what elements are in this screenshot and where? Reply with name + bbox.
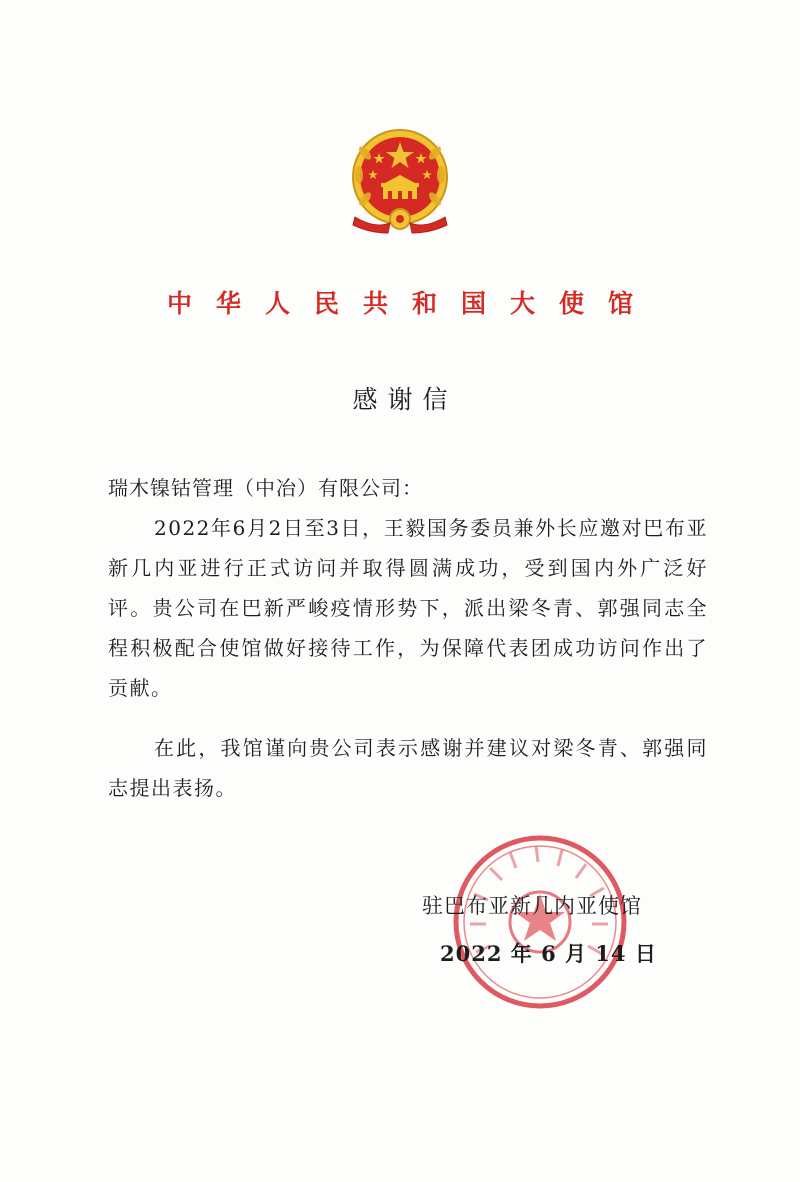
letter-salutation: 瑞木镍钴管理（中冶）有限公司： bbox=[108, 476, 423, 500]
embassy-name-heading: 中华人民共和国大使馆 bbox=[166, 289, 657, 318]
letter-paragraph: 在此，我馆谨向贵公司表示感谢并建议对梁冬青、郭强同志提出表扬。 bbox=[108, 736, 708, 800]
letter-date: 2022 年 6 月 14 日 bbox=[440, 941, 657, 966]
national-emblem-icon bbox=[345, 125, 455, 240]
letter-paragraph: 2022年6月2日至3日，王毅国务委员兼外长应邀对巴布亚新几内亚进行正式访问并取得圆满成功，受到国内外广泛好评。贵公司在巴新严峻疫情形势下，派出梁冬青、郭强同志全程积极配合使馆做好接待工作，为保障代表团成功访问作出了贡献。 bbox=[108, 516, 708, 700]
letter-signature: 驻巴布亚新几内亚使馆 bbox=[422, 894, 642, 918]
official-seal-icon bbox=[450, 832, 630, 1012]
letter-title: 感谢信 bbox=[352, 385, 458, 414]
